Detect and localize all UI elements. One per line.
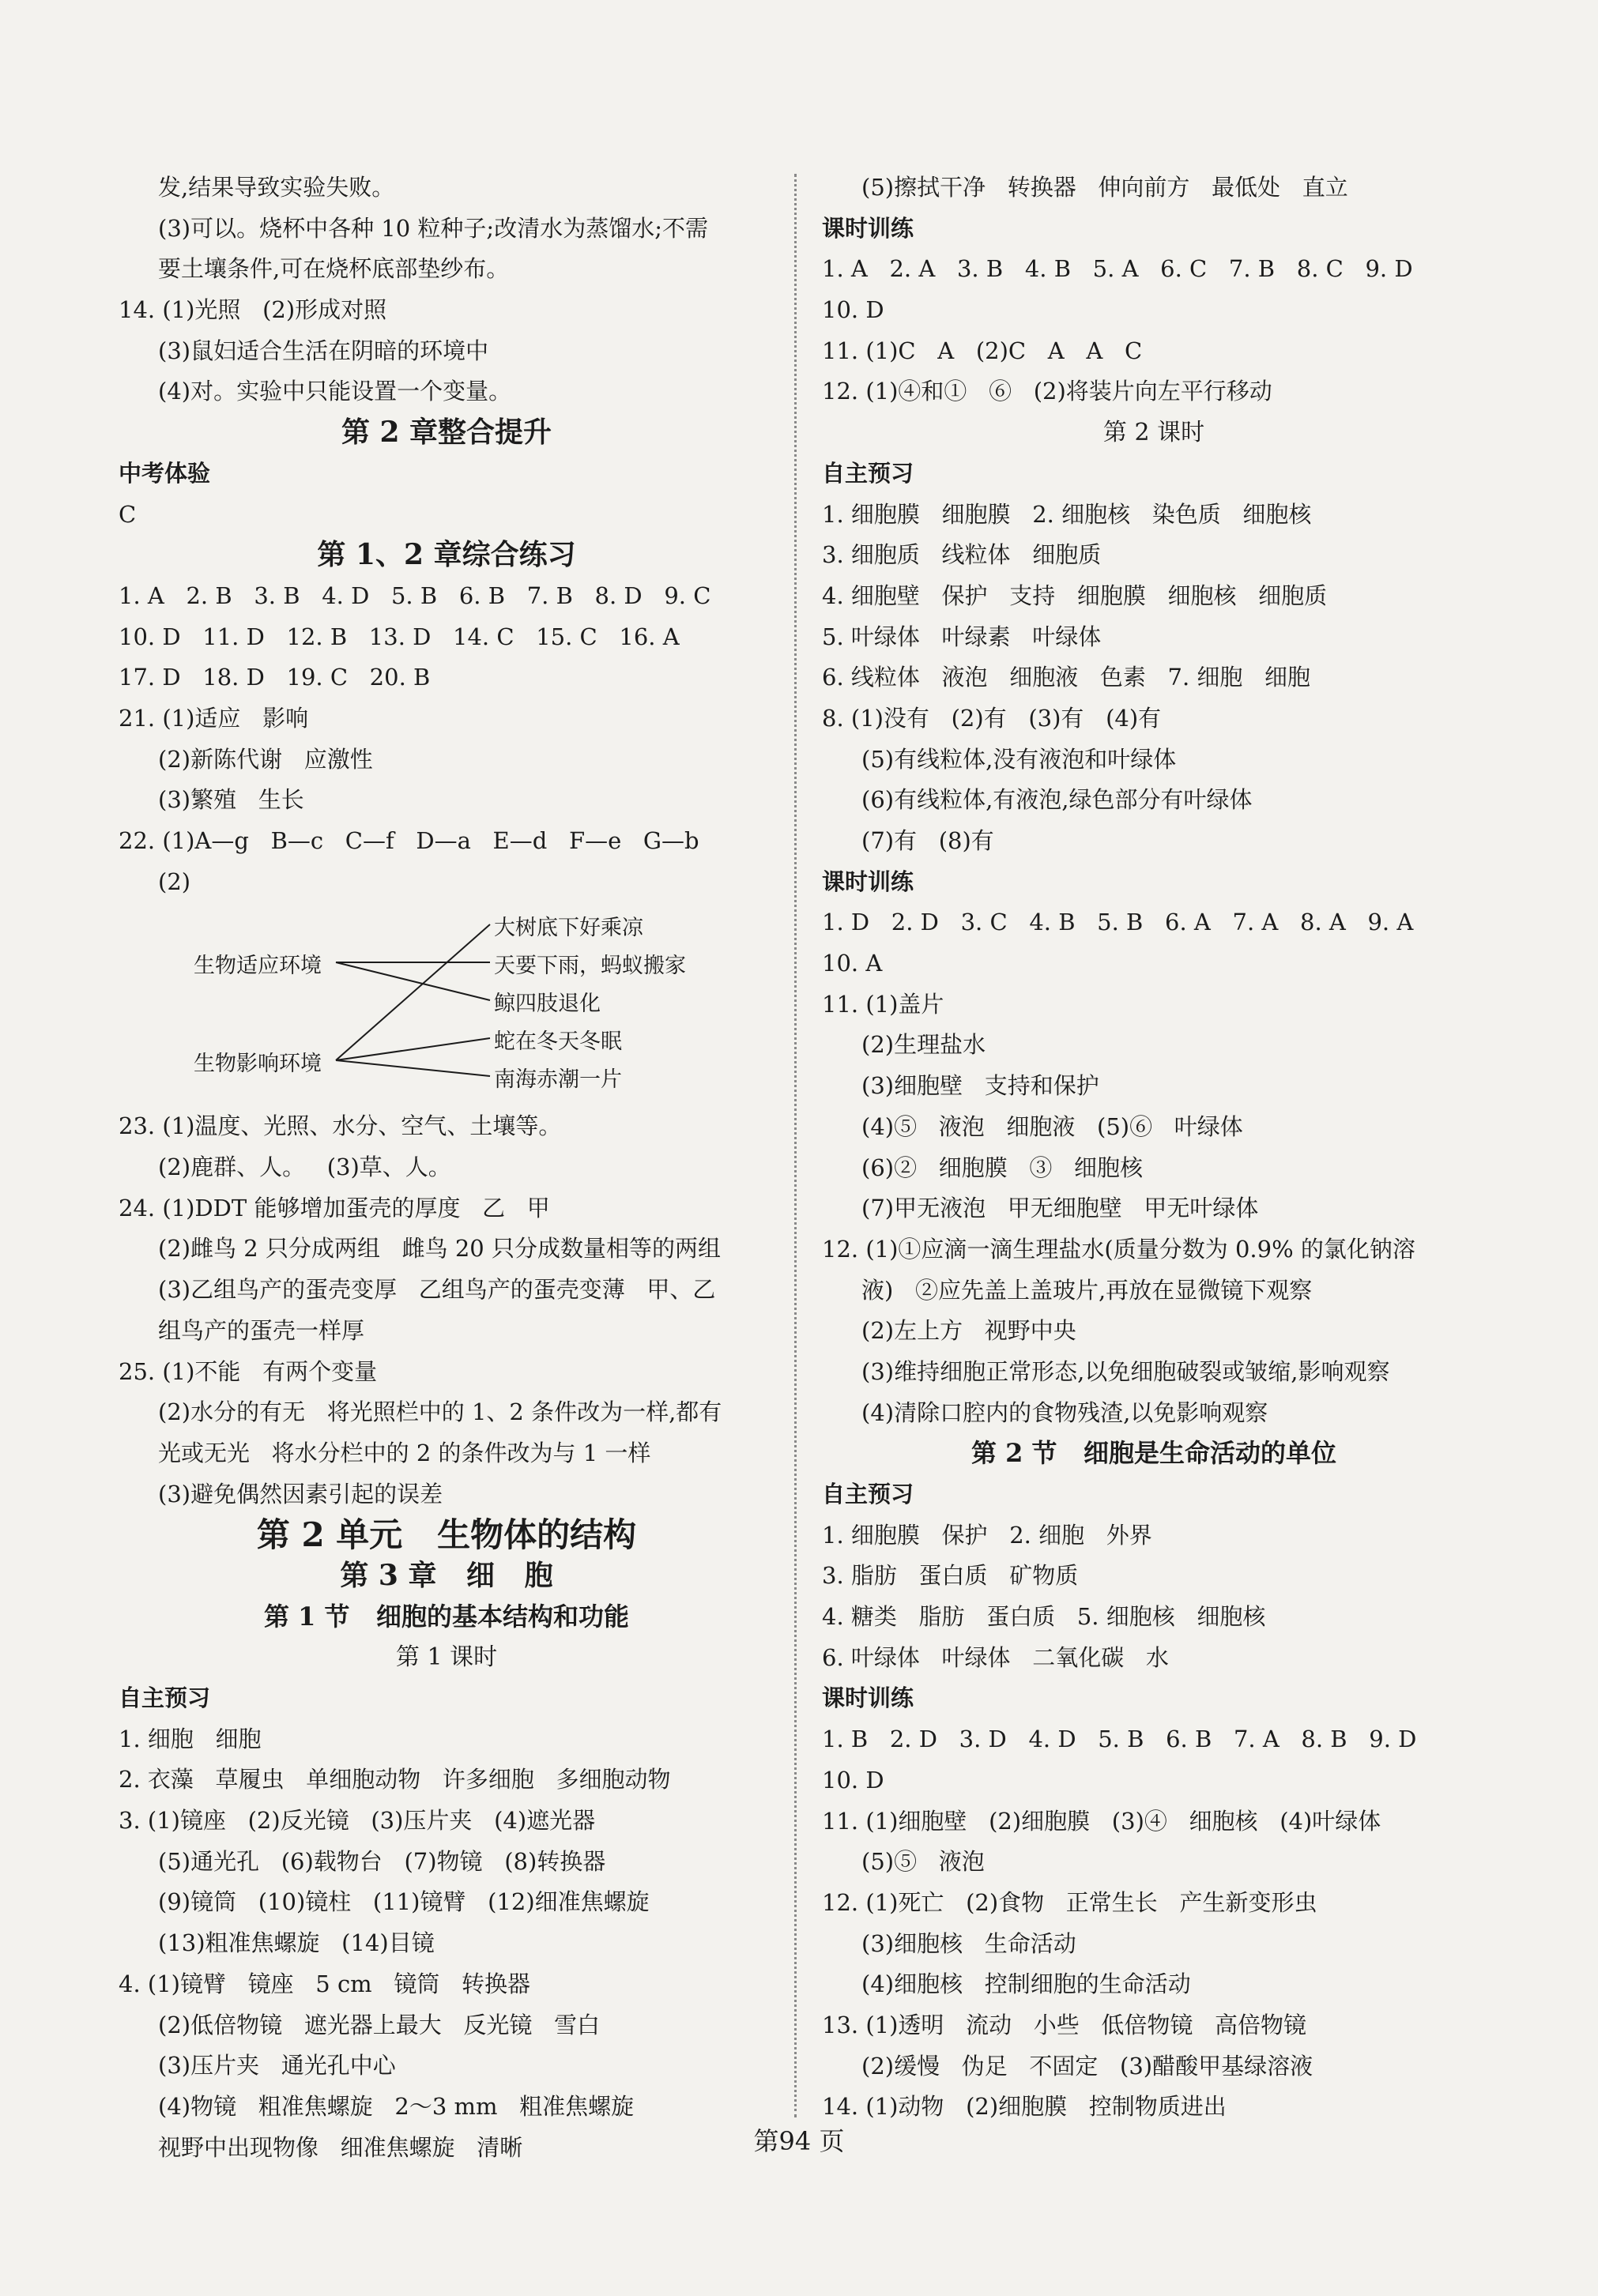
answer-line: 第 2 章整合提升 <box>341 416 552 450</box>
answer-line: (5)有线粒体,没有液泡和叶绿体 <box>861 745 1177 773</box>
answer-line: (5)擦拭干净 转换器 伸向前方 最低处 直立 <box>861 174 1348 201</box>
matching-diagram <box>119 902 775 1106</box>
answer-line: (4)⑤ 液泡 细胞液 (5)⑥ 叶绿体 <box>861 1112 1243 1140</box>
answer-line: (13)粗准焦螺旋 (14)目镜 <box>158 1929 435 1957</box>
answer-line: (2)缓慢 伪足 不固定 (3)醋酸甲基绿溶液 <box>861 2052 1313 2080</box>
answer-line: 23. (1)温度、光照、水分、空气、土壤等。 <box>119 1112 562 1140</box>
answer-line: (2)雌鸟 2 只分成两组 雌鸟 20 只分成数量相等的两组 <box>158 1235 721 1263</box>
matching-lines <box>119 902 775 1106</box>
answer-line: 第 1 课时 <box>395 1643 498 1672</box>
answer-line: 17. D 18. D 19. C 20. B <box>119 664 431 691</box>
answer-line: 24. (1)DDT 能够增加蛋壳的厚度 乙 甲 <box>119 1194 550 1221</box>
answer-line: (2) <box>158 868 191 895</box>
answer-line: 6. 线粒体 液泡 细胞液 色素 7. 细胞 细胞 <box>822 664 1311 691</box>
diagram-left-label: 生物影响环境 <box>194 1052 322 1077</box>
answer-line: 4. 细胞壁 保护 支持 细胞膜 细胞核 细胞质 <box>822 582 1328 609</box>
answer-line: 自主预习 <box>119 1684 211 1711</box>
answer-line: (3)细胞壁 支持和保护 <box>861 1072 1099 1100</box>
diagram-right-label: 鲸四肢退化 <box>494 992 601 1017</box>
answer-line: 课时训练 <box>822 214 914 242</box>
answer-line: 1. A 2. A 3. B 4. B 5. A 6. C 7. B 8. C 9. D <box>822 255 1413 283</box>
answer-line: 液) ②应先盖上盖玻片,再放在显微镜下观察 <box>861 1276 1313 1304</box>
answer-line: 1. A 2. B 3. B 4. D 5. B 6. B 7. B 8. D 9. C <box>119 582 711 609</box>
answer-line: (3)细胞核 生命活动 <box>861 1929 1076 1957</box>
answer-line: 11. (1)C A (2)C A A C <box>822 337 1143 364</box>
answer-line: 1. 细胞膜 保护 2. 细胞 外界 <box>822 1521 1152 1549</box>
answer-line: C <box>119 500 137 528</box>
answer-line: (3)避免偶然因素引起的误差 <box>158 1480 443 1507</box>
answer-line: 第 2 课时 <box>1102 419 1205 447</box>
diagram-right-label: 天要下雨，蚂蚁搬家 <box>494 954 686 979</box>
answer-line: 第 3 章 细 胞 <box>340 1558 553 1592</box>
answer-line: (4)对。实验中只能设置一个变量。 <box>158 378 512 405</box>
answer-line: 10. D <box>822 296 884 324</box>
answer-line: 光或无光 将水分栏中的 2 的条件改为与 1 一样 <box>158 1439 651 1466</box>
answer-line: (7)有 (8)有 <box>861 827 994 854</box>
answer-line: 8. (1)没有 (2)有 (3)有 (4)有 <box>822 704 1162 732</box>
right-column <box>822 167 1486 2128</box>
answer-line: 第 1、2 章综合练习 <box>317 538 576 572</box>
answer-line: 25. (1)不能 有两个变量 <box>119 1357 378 1385</box>
match-line <box>336 924 490 1060</box>
answer-line: 6. 叶绿体 叶绿体 二氧化碳 水 <box>822 1643 1169 1671</box>
match-line <box>336 962 490 1000</box>
answer-line: 10. A <box>822 950 883 977</box>
answer-line: 第 2 节 细胞是生命活动的单位 <box>971 1438 1336 1469</box>
match-line <box>336 1060 490 1076</box>
answer-line: 课时训练 <box>822 1684 914 1712</box>
answer-line: 第 2 单元 生物体的结构 <box>256 1515 637 1555</box>
answer-line: 10. D <box>822 1766 884 1794</box>
answer-line: 自主预习 <box>822 1481 914 1507</box>
answer-line: 14. (1)动物 (2)细胞膜 控制物质进出 <box>822 2093 1227 2121</box>
answer-line: 1. B 2. D 3. D 4. D 5. B 6. B 7. A 8. B 9. D <box>822 1726 1417 1753</box>
answer-line: 3. 脂肪 蛋白质 矿物质 <box>822 1562 1079 1590</box>
answer-line: 4. (1)镜臂 镜座 5 cm 镜筒 转换器 <box>119 1970 530 1997</box>
answer-line: 11. (1)细胞壁 (2)细胞膜 (3)④ 细胞核 (4)叶绿体 <box>822 1807 1381 1835</box>
answer-line: 2. 衣藻 草履虫 单细胞动物 许多细胞 多细胞动物 <box>119 1766 671 1794</box>
answer-line: (6)有线粒体,有液泡,绿色部分有叶绿体 <box>861 786 1253 814</box>
answer-line: 14. (1)光照 (2)形成对照 <box>119 296 387 324</box>
diagram-right-label: 大树底下好乘凉 <box>494 916 643 941</box>
answer-line: 22. (1)A—g B—c C—f D—a E—d F—e G—b <box>119 827 699 854</box>
answer-line: 1. 细胞膜 细胞膜 2. 细胞核 染色质 细胞核 <box>822 500 1312 528</box>
answer-line: (2)生理盐水 <box>861 1031 986 1059</box>
answer-line: 1. D 2. D 3. C 4. B 5. B 6. A 7. A 8. A 9. A <box>822 909 1414 936</box>
answer-line: 组鸟产的蛋壳一样厚 <box>158 1316 365 1344</box>
answer-line: (2)水分的有无 将光照栏中的 1、2 条件改为一样,都有 <box>158 1398 722 1426</box>
left-column <box>119 167 775 2168</box>
answer-line: 21. (1)适应 影响 <box>119 704 309 732</box>
answer-line: (4)清除口腔内的食物残渣,以免影响观察 <box>861 1398 1268 1426</box>
answer-line: 4. 糖类 脂肪 蛋白质 5. 细胞核 细胞核 <box>822 1603 1266 1631</box>
answer-line: (3)维持细胞正常形态,以免细胞破裂或皱缩,影响观察 <box>861 1357 1390 1385</box>
answer-line: (4)细胞核 控制细胞的生命活动 <box>861 1970 1191 1998</box>
answer-line: 12. (1)①应滴一滴生理盐水(质量分数为 0.9% 的氯化钠溶 <box>822 1235 1415 1263</box>
column-divider <box>794 174 797 2117</box>
answer-line: 12. (1)死亡 (2)食物 正常生长 产生新变形虫 <box>822 1888 1317 1916</box>
match-line <box>336 1038 490 1060</box>
answer-line: (3)鼠妇适合生活在阴暗的环境中 <box>158 337 489 364</box>
answer-line: 自主预习 <box>822 459 914 487</box>
answer-line: 13. (1)透明 流动 小些 低倍物镜 高倍物镜 <box>822 2011 1307 2038</box>
answer-line: 视野中出现物像 细准焦螺旋 清晰 <box>158 2133 523 2161</box>
answer-line: 3. 细胞质 线粒体 细胞质 <box>822 541 1102 569</box>
answer-line: 5. 叶绿体 叶绿素 叶绿体 <box>822 623 1102 650</box>
answer-line: (3)压片夹 通光孔中心 <box>158 2052 396 2080</box>
answer-line: (2)鹿群、人。 (3)草、人。 <box>158 1154 451 1181</box>
answer-line: 要土壤条件,可在烧杯底部垫纱布。 <box>158 255 510 283</box>
answer-line: (4)物镜 粗准焦螺旋 2～3 mm 粗准焦螺旋 <box>158 2092 635 2120</box>
answer-line: 1. 细胞 细胞 <box>119 1725 262 1752</box>
answer-line: (9)镜筒 (10)镜柱 (11)镜臂 (12)细准焦螺旋 <box>158 1888 650 1916</box>
answer-line: 12. (1)④和① ⑥ (2)将装片向左平行移动 <box>822 378 1272 405</box>
answer-line: 10. D 11. D 12. B 13. D 14. C 15. C 16. A <box>119 623 680 650</box>
answer-line: (2)新陈代谢 应激性 <box>158 745 373 773</box>
answer-line: (7)甲无液泡 甲无细胞壁 甲无叶绿体 <box>861 1195 1259 1222</box>
diagram-right-label: 蛇在冬天冬眠 <box>494 1029 622 1055</box>
diagram-left-label: 生物适应环境 <box>194 954 322 979</box>
answer-line: (5)通光孔 (6)载物台 (7)物镜 (8)转换器 <box>158 1847 606 1875</box>
answer-line: 第 1 节 细胞的基本结构和功能 <box>264 1601 629 1632</box>
answer-line: 11. (1)盖片 <box>822 990 944 1018</box>
answer-line: 中考体验 <box>119 459 211 487</box>
answer-line: (3)可以。烧杯中各种 10 粒种子;改清水为蒸馏水;不需 <box>158 214 708 242</box>
answer-line: (2)左上方 视野中央 <box>861 1317 1076 1345</box>
answer-line: (2)低倍物镜 遮光器上最大 反光镜 雪白 <box>158 2011 601 2038</box>
diagram-right-label: 南海赤潮一片 <box>494 1067 622 1093</box>
answer-line: 发,结果导致实验失败。 <box>158 174 395 201</box>
page-number: 第94 页 <box>753 2126 845 2156</box>
answer-line: 3. (1)镜座 (2)反光镜 (3)压片夹 (4)遮光器 <box>119 1807 596 1835</box>
answer-line: (6)② 细胞膜 ③ 细胞核 <box>861 1154 1144 1181</box>
answer-line: 课时训练 <box>822 868 914 895</box>
answer-line: (5)⑤ 液泡 <box>861 1848 985 1876</box>
answer-line: (3)乙组鸟产的蛋壳变厚 乙组鸟产的蛋壳变薄 甲、乙 <box>158 1276 716 1304</box>
answer-line: (3)繁殖 生长 <box>158 786 304 814</box>
